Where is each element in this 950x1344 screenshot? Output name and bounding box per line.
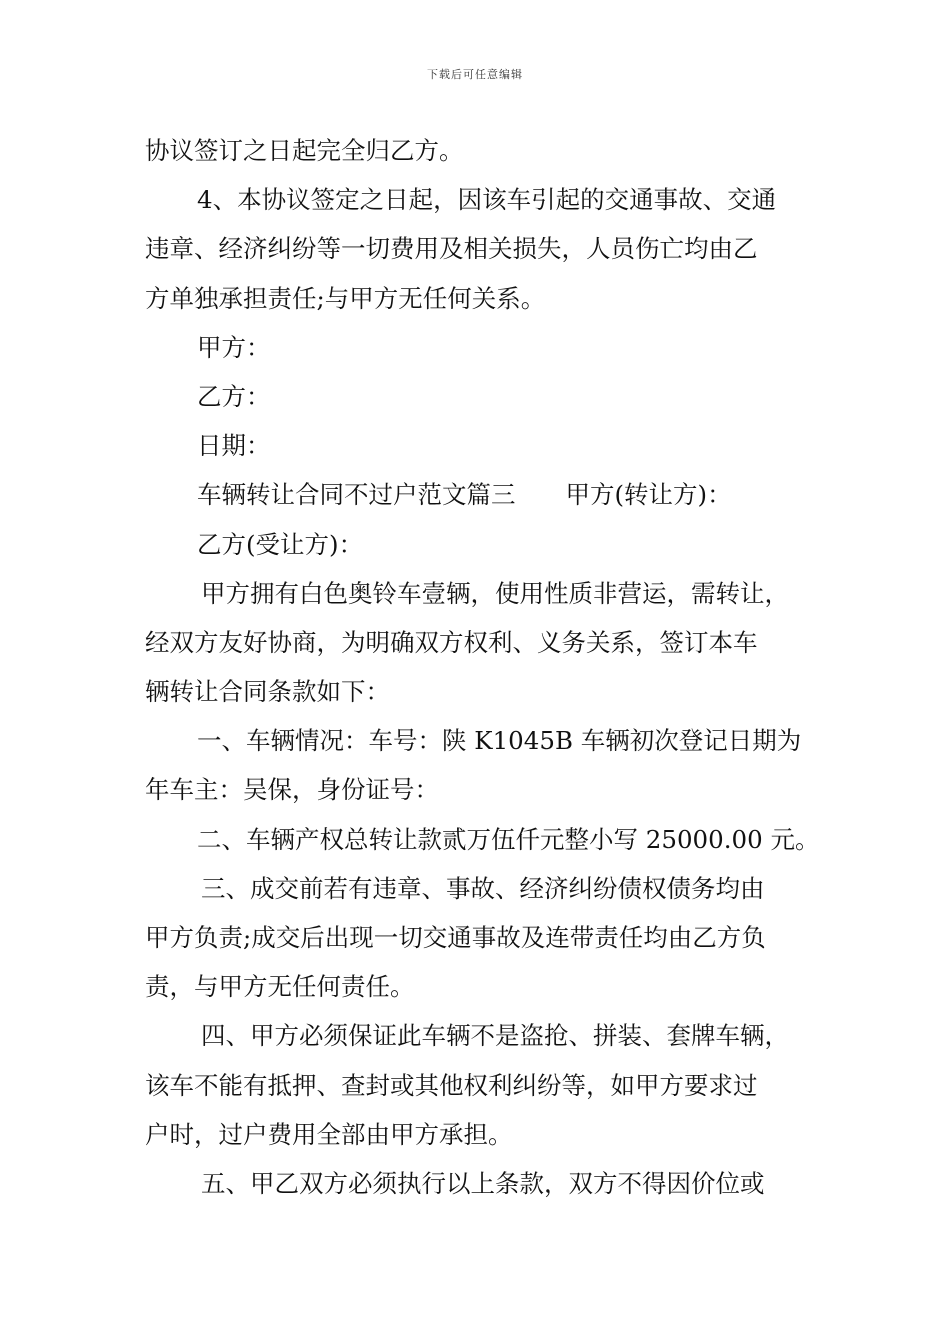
transferee-label: 乙方(受让方)： xyxy=(197,529,364,559)
section-title-line xyxy=(145,470,810,519)
text-line: 责，与甲方无任何责任。 xyxy=(145,972,415,1002)
text-line: 年车主：吴保，身份证号： xyxy=(145,775,439,805)
document-body xyxy=(145,126,820,1208)
text-line: 方单独承担责任;与甲方无任何关系。 xyxy=(145,283,546,313)
clause-5-line: 五、甲乙双方必须执行以上条款，双方不得因价位或 xyxy=(201,1168,765,1198)
text-line: 该车不能有抵押、查封或其他权利纠纷等，如甲方要求过 xyxy=(145,1070,758,1100)
clause-4-line: 4、本协议签定之日起，因该车引起的交通事故、交通 xyxy=(197,185,777,215)
text-line: 协议签订之日起完全归乙方。 xyxy=(145,136,464,165)
party-b-label: 乙方： xyxy=(197,381,271,411)
date-label: 日期： xyxy=(197,431,271,461)
text-line: 甲方负责;成交后出现一切交通事故及连带责任均由乙方负 xyxy=(145,923,766,952)
party-a-label: 甲方： xyxy=(197,332,271,362)
page-header: 下载后可任意编辑 xyxy=(427,68,523,81)
text-line: 甲方拥有白色奥铃车壹辆，使用性质非营运，需转让， xyxy=(201,578,789,608)
clause-4b-line: 四、甲方必须保证此车辆不是盗抢、拼装、套牌车辆， xyxy=(201,1021,789,1051)
text-line: 违章、经济纠纷等一切费用及相关损失，人员伤亡均由乙 xyxy=(145,234,758,264)
section-title: 车辆转让合同不过户范文篇三 xyxy=(197,480,516,510)
transferor-label: 甲方(转让方)： xyxy=(565,480,732,510)
clause-2-line: 二、车辆产权总转让款贰万伍仟元整小写 25000.00 元。 xyxy=(197,824,820,854)
clause-3-line: 三、成交前若有违章、事故、经济纠纷债权债务均由 xyxy=(201,873,765,903)
text-line: 经双方友好协商，为明确双方权利、义务关系，签订本车 xyxy=(145,627,758,657)
text-line: 辆转让合同条款如下： xyxy=(145,677,390,707)
clause-1-line: 一、车辆情况：车号：陕 K1045B 车辆初次登记日期为 xyxy=(197,726,802,756)
text-line: 户时，过户费用全部由甲方承担。 xyxy=(145,1119,513,1149)
